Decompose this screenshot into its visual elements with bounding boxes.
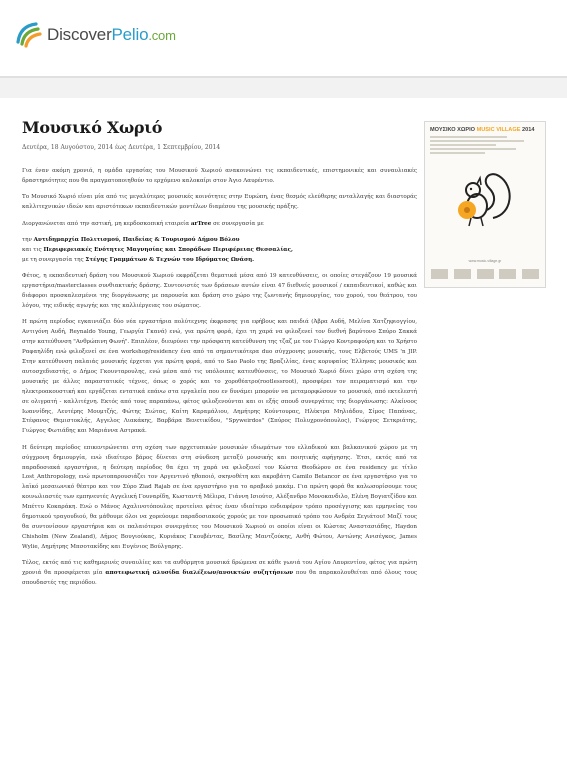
poster-title xyxy=(430,127,540,133)
sponsor-logo xyxy=(477,269,494,279)
site-logo[interactable] xyxy=(14,20,176,50)
partner-prefix: την xyxy=(22,237,32,244)
closing-lead: Τέλος, εκτός από τις καθημερινές συναυλίες και τα αυθόρμητα μουσικά δρώμενα σε κάθε γωνιά του Αγίου Λαυρεντίου, φέτος για πρώτη χρονιά θα προσφέρεται μία xyxy=(22,560,417,577)
poster-text-lines xyxy=(430,136,540,156)
sponsor-logo xyxy=(431,269,448,279)
event-poster[interactable] xyxy=(424,121,546,288)
paragraph-closing xyxy=(22,559,417,589)
paragraph-partners xyxy=(22,236,417,266)
poster-year: 2014 xyxy=(522,127,535,133)
site-header xyxy=(0,0,567,78)
paragraph-intro: Για έναν ακόμη χρονιά, η ομάδα εργασίας του Μουσικού Χωριού ανακοινώνει τις εκπαιδευτικές, επιστημονικές και συναυλιακές δραστηριότητες που θα πραγματοποιηθούν το ερχόμενο καλοκαίρι στον Άγιο Λαυρέντιο. xyxy=(22,168,417,184)
organizer-tail: σε συνεργασία με xyxy=(213,220,264,227)
discoverpelio-logo-icon xyxy=(14,20,44,50)
partner-region: Περιφερειακές Ενότητες Μαγνησίας και Σποράδων Περιφέρειας Θεσσαλίας, xyxy=(43,246,293,253)
poster-title-english: MUSIC VILLAGE xyxy=(476,127,521,133)
partner-onassis: Στέγης Γραμμάτων & Τεχνών του Ιδρύματος Ωνάση. xyxy=(85,256,255,263)
closing-highlight: αποτεφωτική αλυσίδα διαλέξεων/ανοικτών συζητήσεων xyxy=(105,570,294,577)
page-title: Μουσικό Χωριό xyxy=(22,118,163,137)
paragraph-first-period: Η πρώτη περίοδος εγκαινιάζει δύο νέα εργαστήρια πολύτεχνης έκφρασης για εφήβους και παιδιά (Άβρα Αυδή, Μελίνα Χατζηφιογγίου, Αντιγόνη Αυδή, Reynaldo Young, Γεωργία Γκανά) ενώ, για πρώτη φορά, έχει τη χαρά να φιλοξενεί τον διεθνή βαρύτονο Σπύρο Σακκά στην κατεύθυνση "Ανθρώπινη Φωνή". Επιπλέον, διευρύνει την πρόσφατη κατεύθυνση της τζαζ με τον Γιώργο Κοντραφούρη και το Χρήστο Ραφαηλίδη ενώ φιλοξενεί σε ένα workshop/residency ένα από τα σημαντικότερα duo σύγχρονης μουσικής, τους Ελβετούς UMS 'n JIP. Στην κατεύθυνση παλαιάς μουσικής έρχεται για πρώτη φορά, από το Sao Paolo της Βραζιλίας, ένας κορυφαίος Έλληνας μουσικός και αυτοσχεδιαστής, ο Δήμος Γκουνταρουλης, ενώ μέσα από τις υπόλοιπες κατευθύνσεις, το Μουσικό Χωριό δίνει χώρο στη σχέση της μουσικής με άλλες παραστατικές τέχνες, όπως ο χορός και το χοροθέατρο(rootlessroot), προσφέρει τον πειραματισμό και την ηλεκτροακουστική και εργάζεται εντατικά επάνω στα εργαλεία που εν δυνάμει μπορούν να μεταμορφώσουν το μουσικό, από εκτελεστή σε ολιγρατή - καλλιτέχνη. Εκτός από τους παραπάνω, φέτος φιλοξενούνται και οι εξής σπουδ συνεργάτες της διοργάνωσης: Αλκίνοος Ιωαννίδης, Λευτέρης Μουμτζής, Φώτης Σιώτας, Καίτη Καραμάλιου, Δημήτρης Κούντουρας, Ηλέκτρα Μηλιάδου, Σίμος Παπάνας, Στέφανος Θεμιστοκλής, Αγγελος Λιακάκης, Βαρβάρα Βενετικίδου, "Spyweirdos" (Σπύρος Πολυχρονόπουλος), Γιώργος Σετκριάτης, Γιώργος Φωτιάδης και Μαριάννα Αστρακά. xyxy=(22,319,417,435)
organizer-lead: Διοργανώνεται από την αστική, μη κερδοσκοπική εταιρεία xyxy=(22,220,190,227)
organizer-name: arTree xyxy=(190,220,212,227)
poster-title-greek: ΜΟΥΣΙΚΟ ΧΩΡΙΟ xyxy=(430,127,476,133)
nav-strip xyxy=(0,78,567,98)
sponsor-logo xyxy=(522,269,539,279)
paragraph-organizer xyxy=(22,220,417,230)
paragraph-second-period: Η δεύτερη περίοδος επικεντρώνεται στη σχέση των αρχετυπικών μουσικών ιδιωμάτων του ελλαδικού και βαλκανικού χώρου με τη σύγχρονη δημιουργία, ενώ ιδιαίτερο βάρος δίνεται στη σύνδεση μεταξύ μουσικής και ποιητικής αφήγησης. Έτσι, εκτός από τα παραδοσιακά εργαστήρια, η δεύτερη περίοδος θα έχει τη χαρά να φιλοξενεί τον Κώστα Θεοδώρου σε ένα residency με τίτλο Lost_Anthropology, ενώ πρωτοπαρουσιάζει τον Αργεντινό ηθοποιό, σκηνοθέτη και ακροβάτη Camilo Betancor σε ένα εργαστήριο για το λαϊκό μεσαιωνικό θέατρο και τον Σύρο Ziad Rajab σε ένα εργαστήριο για το αραβικό μακάμ. Για πρώτη φορά θα καλωσορίσουμε τους κοινωλιαστές των εμπηνευτές Αγγελική Γουναρίδη, Κωσταντή Μέλιρα, Γιάννη Ισιούτσ, Αλέξανδρο Μονοκανδιλο, Ελένη Βογιατζίδου και Μπέττυ Κοκαράκη. Ενώ ο Μάνος Αχαλινοτόπουλος προτείνει φέτος έναν ιδιαίτερο ενδιαφέρον τρόπο προσέγγισης και ερμηνείας του δημοτικού τραγουδιού, θα μάθουμε όλοι να χορεύουμε παραδοσιακούς χορούς με τον προσωπικό τρόπο του Ανδρέα Σεγιάτου! Μαζί τους θα συντονίσουν εργαστήρια και οι παλαιότεροι συνεργάτες του Μουσικού Χωριού οι οποίοι είναι οι Κώστας Αναστασιάδης, Haydon Chisholm (New Zealand), Δήμος Βουγιούκας, Κυριάκος Γκουβέντας, Βασίλης Μαντζούκης, Ανθή Φώτου, Αντώνης Ανισέγκος, James Wylie, Δημήτρης Μπσοτακίδης και Ευγένιος Βούλγαρης. xyxy=(22,444,417,550)
logo-part-discover: Discover xyxy=(47,25,112,44)
sponsor-logo xyxy=(454,269,471,279)
logo-wordmark xyxy=(47,25,176,45)
logo-part-com: .com xyxy=(148,28,176,43)
paragraph-about: Το Μουσικό Χωριό είναι μία από τις μεγαλύτερες μουσικές κοινότητες στην Ευρώπη, ένας θεσμός ελεύθερης ανταλλαγής και διαστοράς καλλιτεχνικών ιδεών και αριστότεκων εκπαιδευτικών μοντέλων διαμέσου της μουσικής πράξης. xyxy=(22,194,417,211)
partner-prefix: με τη συνεργασία της xyxy=(22,256,84,263)
poster-sponsor-logos xyxy=(431,269,539,279)
event-date: Δευτέρα, 18 Αυγούστου, 2014 έως Δευτέρα, 1 Σεπτεμβρίου, 2014 xyxy=(22,144,221,151)
squirrel-illustration xyxy=(455,166,517,228)
paragraph-education: Φέτος, η εκπαιδευτική δράση του Μουσικού Χωριού εκφράζεται θεματικά μέσα από 19 κατευθύνσεις, οι οποίες στεγάζουν 19 μουσικά εργαστήρια/masterclasses συνθιακτικής δράσης. Συντονιστές των δράσεων αυτών είναι 47 διεθνείς μουσικοί / εκπαιδευτικοί, καθώς και διάφοροι προσκαλεσμένοι της διοργάνωσης με παρουσία και δράση στο χώρο της ζωντανής δημιουργίας, του χορού, του θεάτρου, του λόγου, της ειδικής αγωγής και της καλλιέργειας του σώματος. xyxy=(22,273,417,309)
sponsor-logo xyxy=(499,269,516,279)
logo-part-pelio: Pelio xyxy=(111,25,149,44)
closing-tail: που θα παρακολουθείται από όλους τους σπουδαστές της περιόδου. xyxy=(22,570,417,587)
article xyxy=(22,118,417,595)
partner-municipality: Αντιδημαρχία Πολιτισμού, Παιδείας & Τουρισμού Δήμου Βόλου xyxy=(33,237,240,244)
poster-url: www.music-village.gr xyxy=(468,259,502,263)
article-body xyxy=(22,167,417,589)
partner-prefix: και τις xyxy=(22,246,42,253)
